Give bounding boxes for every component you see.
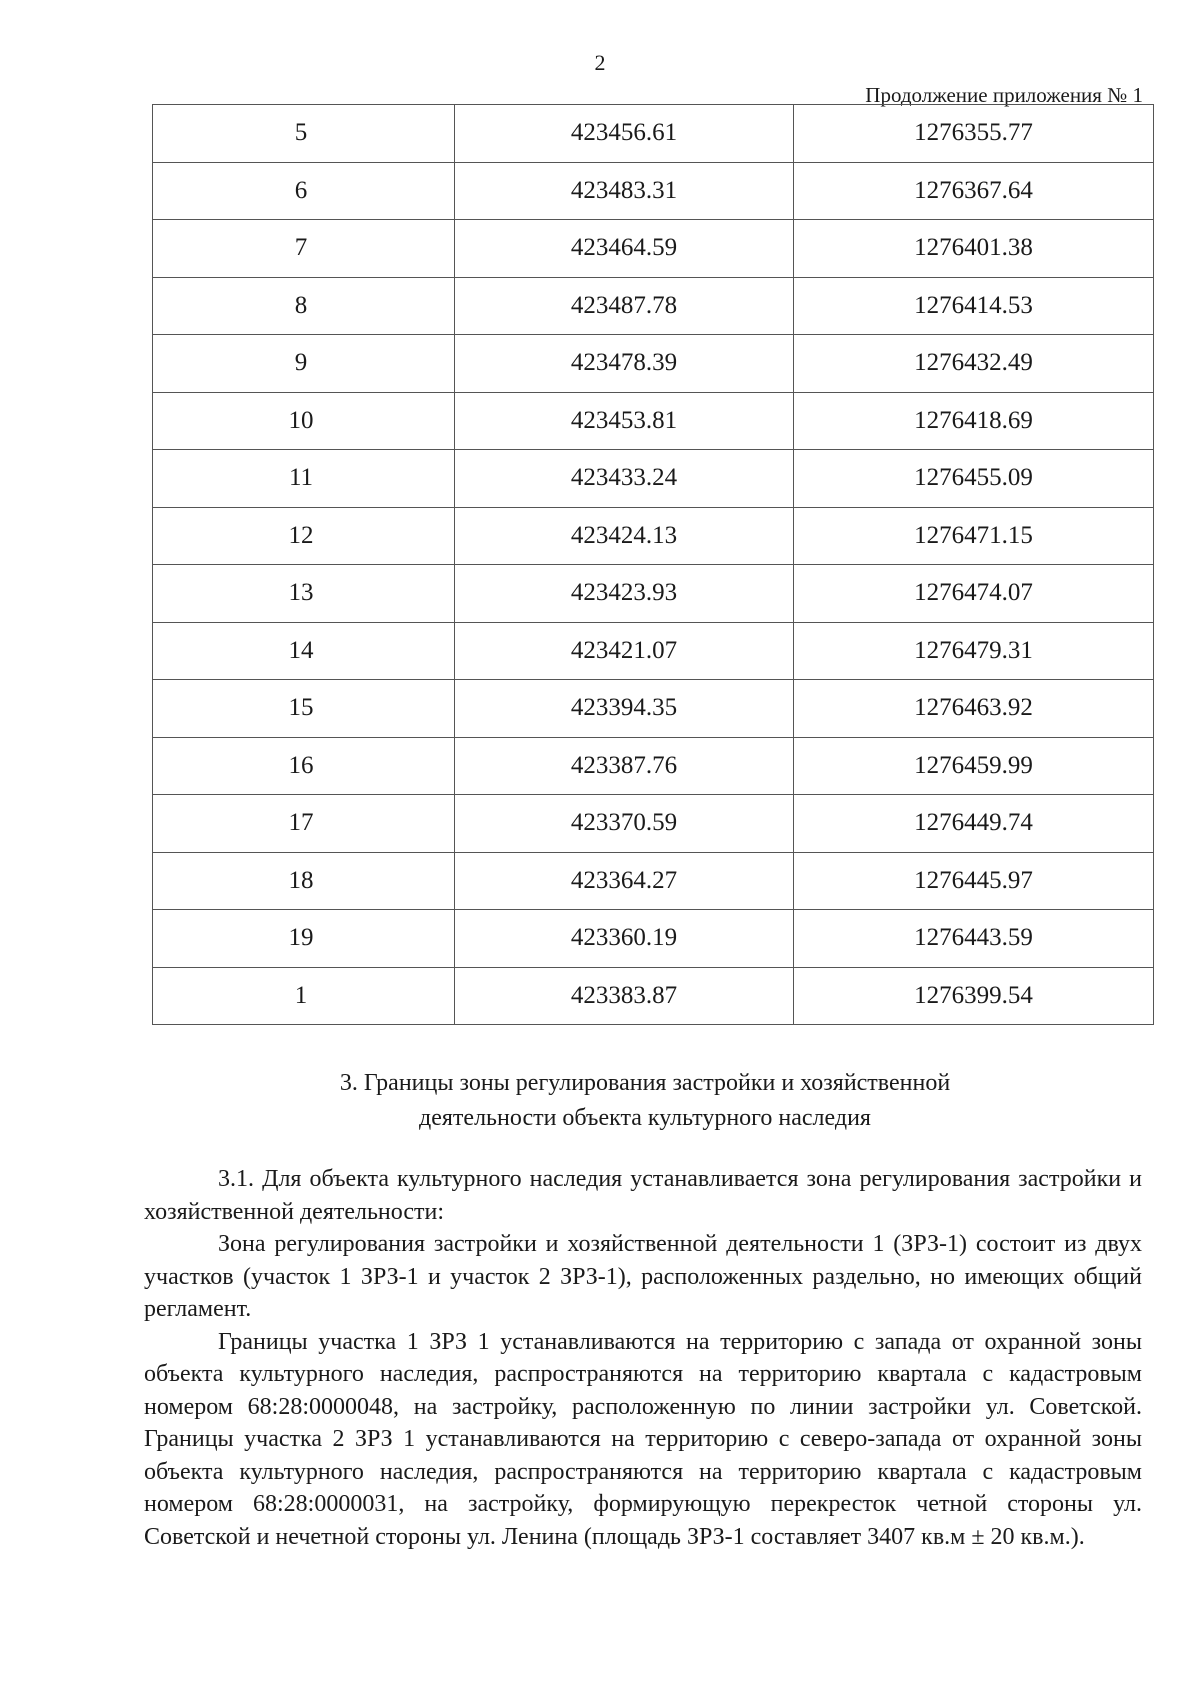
x-coordinate-cell-text: 423487.78 [570,291,678,319]
x-coordinate-cell [455,622,794,680]
point-number-cell-text: 6 [294,176,308,204]
table-row [153,507,1154,565]
point-number-cell [153,450,455,508]
y-coordinate-cell-text: 1276445.97 [914,866,1033,894]
x-coordinate-cell [455,795,794,853]
table-row [153,565,1154,623]
table-row [153,737,1154,795]
page-number: 2 [594,50,606,75]
point-number-cell [153,392,455,450]
x-coordinate-cell-text: 423424.13 [570,521,678,549]
point-number-cell [153,565,455,623]
point-number-cell-text: 11 [288,464,314,492]
point-number-cell [153,220,455,278]
y-coordinate-cell-text: 1276418.69 [914,406,1033,434]
y-coordinate-cell [794,565,1154,623]
x-coordinate-cell-text: 423456.61 [570,119,678,147]
x-coordinate-cell [455,910,794,968]
x-coordinate-cell [455,507,794,565]
table-row [153,450,1154,508]
x-coordinate-cell-text: 423423.93 [570,579,678,607]
y-coordinate-cell [794,795,1154,853]
x-coordinate-cell-text: 423464.59 [570,234,678,262]
y-coordinate-cell-text: 1276399.54 [914,981,1033,1009]
point-number-cell-text: 8 [294,291,308,319]
point-number-cell-text: 5 [294,119,308,147]
x-coordinate-cell-text: 423433.24 [570,464,678,492]
point-number-cell-text: 12 [288,521,314,549]
x-coordinate-cell-text: 423360.19 [570,924,678,952]
x-coordinate-cell-text: 423483.31 [570,176,678,204]
table-row [153,335,1154,393]
x-coordinate-cell-text: 423394.35 [570,694,678,722]
x-coordinate-cell-text: 423453.81 [570,406,678,434]
y-coordinate-cell-text: 1276471.15 [914,521,1033,549]
point-number-cell-text: 13 [288,579,314,607]
point-number-cell [153,162,455,220]
point-number-cell [153,910,455,968]
x-coordinate-cell-text: 423387.76 [570,751,678,779]
y-coordinate-cell-text: 1276401.38 [914,234,1033,262]
paragraph-zone-composition: Зона регулирования застройки и хозяйственной деятельности 1 (ЗРЗ-1) состоит из двух участков (участок 1 ЗРЗ-1 и участок 2 ЗРЗ-1), расположенных раздельно, но имеющих общий регламент. [144,1231,1142,1322]
section-heading-line-1: 3. Границы зоны регулирования застройки и хозяйственной [339,1070,951,1096]
x-coordinate-cell-text: 423421.07 [570,636,678,664]
x-coordinate-cell [455,335,794,393]
section-heading-line-2: деятельности объекта культурного наследия [419,1105,871,1131]
table-row [153,392,1154,450]
table-row [153,795,1154,853]
y-coordinate-cell-text: 1276449.74 [914,809,1033,837]
point-number-cell-text: 16 [288,751,314,779]
point-number-cell [153,680,455,738]
x-coordinate-cell [455,105,794,163]
section-heading [150,1066,1140,1136]
y-coordinate-cell [794,220,1154,278]
y-coordinate-cell [794,507,1154,565]
x-coordinate-cell [455,220,794,278]
y-coordinate-cell-text: 1276455.09 [914,464,1033,492]
point-number-cell [153,795,455,853]
point-number-cell [153,507,455,565]
table-row [153,105,1154,163]
point-number-cell-text: 15 [288,694,314,722]
y-coordinate-cell-text: 1276443.59 [914,924,1033,952]
x-coordinate-cell [455,680,794,738]
x-coordinate-cell [455,852,794,910]
y-coordinate-cell [794,622,1154,680]
table-row [153,220,1154,278]
y-coordinate-cell-text: 1276463.92 [914,694,1033,722]
point-number-cell-text: 19 [288,924,314,952]
point-number-cell [153,737,455,795]
y-coordinate-cell-text: 1276474.07 [914,579,1033,607]
x-coordinate-cell [455,392,794,450]
point-number-cell-text: 1 [294,981,308,1009]
x-coordinate-cell [455,565,794,623]
y-coordinate-cell [794,852,1154,910]
y-coordinate-cell [794,910,1154,968]
y-coordinate-cell [794,105,1154,163]
y-coordinate-cell [794,277,1154,335]
y-coordinate-cell-text: 1276432.49 [914,349,1033,377]
y-coordinate-cell-text: 1276367.64 [914,176,1033,204]
y-coordinate-cell [794,737,1154,795]
y-coordinate-cell-text: 1276355.77 [914,119,1033,147]
body-text [144,1163,1142,1553]
paragraph-zone-boundaries: Границы участка 1 ЗРЗ 1 устанавливаются на территорию с запада от охранной зоны объекта культурного наследия, распространяются на территорию квартала с кадастровым номером 68:28:0000048, на застройку, расположенную по линии застройки ул. Советской. Границы участка 2 ЗРЗ 1 устанавливаются на территорию с северо-запада от охранной зоны объекта культурного наследия, распространяются на территорию квартала с кадастровым номером 68:28:0000031, на застройку, формирующую перекресток четной стороны ул. Советской и нечетной стороны ул. Ленина (площадь ЗРЗ-1 составляет 3407 кв.м ± 20 кв.м.). [144,1328,1142,1550]
point-number-cell-text: 7 [294,234,308,262]
y-coordinate-cell [794,680,1154,738]
point-number-cell [153,335,455,393]
table-row [153,162,1154,220]
table-row [153,967,1154,1025]
x-coordinate-cell-text: 423478.39 [570,349,678,377]
y-coordinate-cell-text: 1276414.53 [914,291,1033,319]
table-row [153,852,1154,910]
y-coordinate-cell [794,162,1154,220]
y-coordinate-cell-text: 1276479.31 [914,636,1033,664]
x-coordinate-cell-text: 423364.27 [570,866,678,894]
x-coordinate-cell [455,967,794,1025]
table-row [153,680,1154,738]
y-coordinate-cell [794,392,1154,450]
paragraph-3-1: 3.1. Для объекта культурного наследия устанавливается зона регулирования застройки и хозяйственной деятельности: [144,1166,1142,1225]
y-coordinate-cell [794,967,1154,1025]
x-coordinate-cell [455,162,794,220]
table-row [153,910,1154,968]
table-row [153,277,1154,335]
table-row [153,622,1154,680]
x-coordinate-cell [455,737,794,795]
coordinates-table-body [153,105,1154,1025]
point-number-cell [153,277,455,335]
point-number-cell [153,852,455,910]
point-number-cell-text: 9 [294,349,308,377]
point-number-cell-text: 10 [288,406,314,434]
point-number-cell-text: 14 [288,636,314,664]
point-number-cell [153,967,455,1025]
point-number-cell-text: 18 [288,866,314,894]
point-number-cell-text: 17 [288,809,314,837]
y-coordinate-cell [794,450,1154,508]
x-coordinate-cell [455,277,794,335]
y-coordinate-cell [794,335,1154,393]
point-number-cell [153,105,455,163]
point-number-cell [153,622,455,680]
x-coordinate-cell [455,450,794,508]
continuation-label: Продолжение приложения № 1 [865,83,1143,107]
coordinates-table [152,104,1154,1025]
x-coordinate-cell-text: 423370.59 [570,809,678,837]
x-coordinate-cell-text: 423383.87 [570,981,678,1009]
y-coordinate-cell-text: 1276459.99 [914,751,1033,779]
